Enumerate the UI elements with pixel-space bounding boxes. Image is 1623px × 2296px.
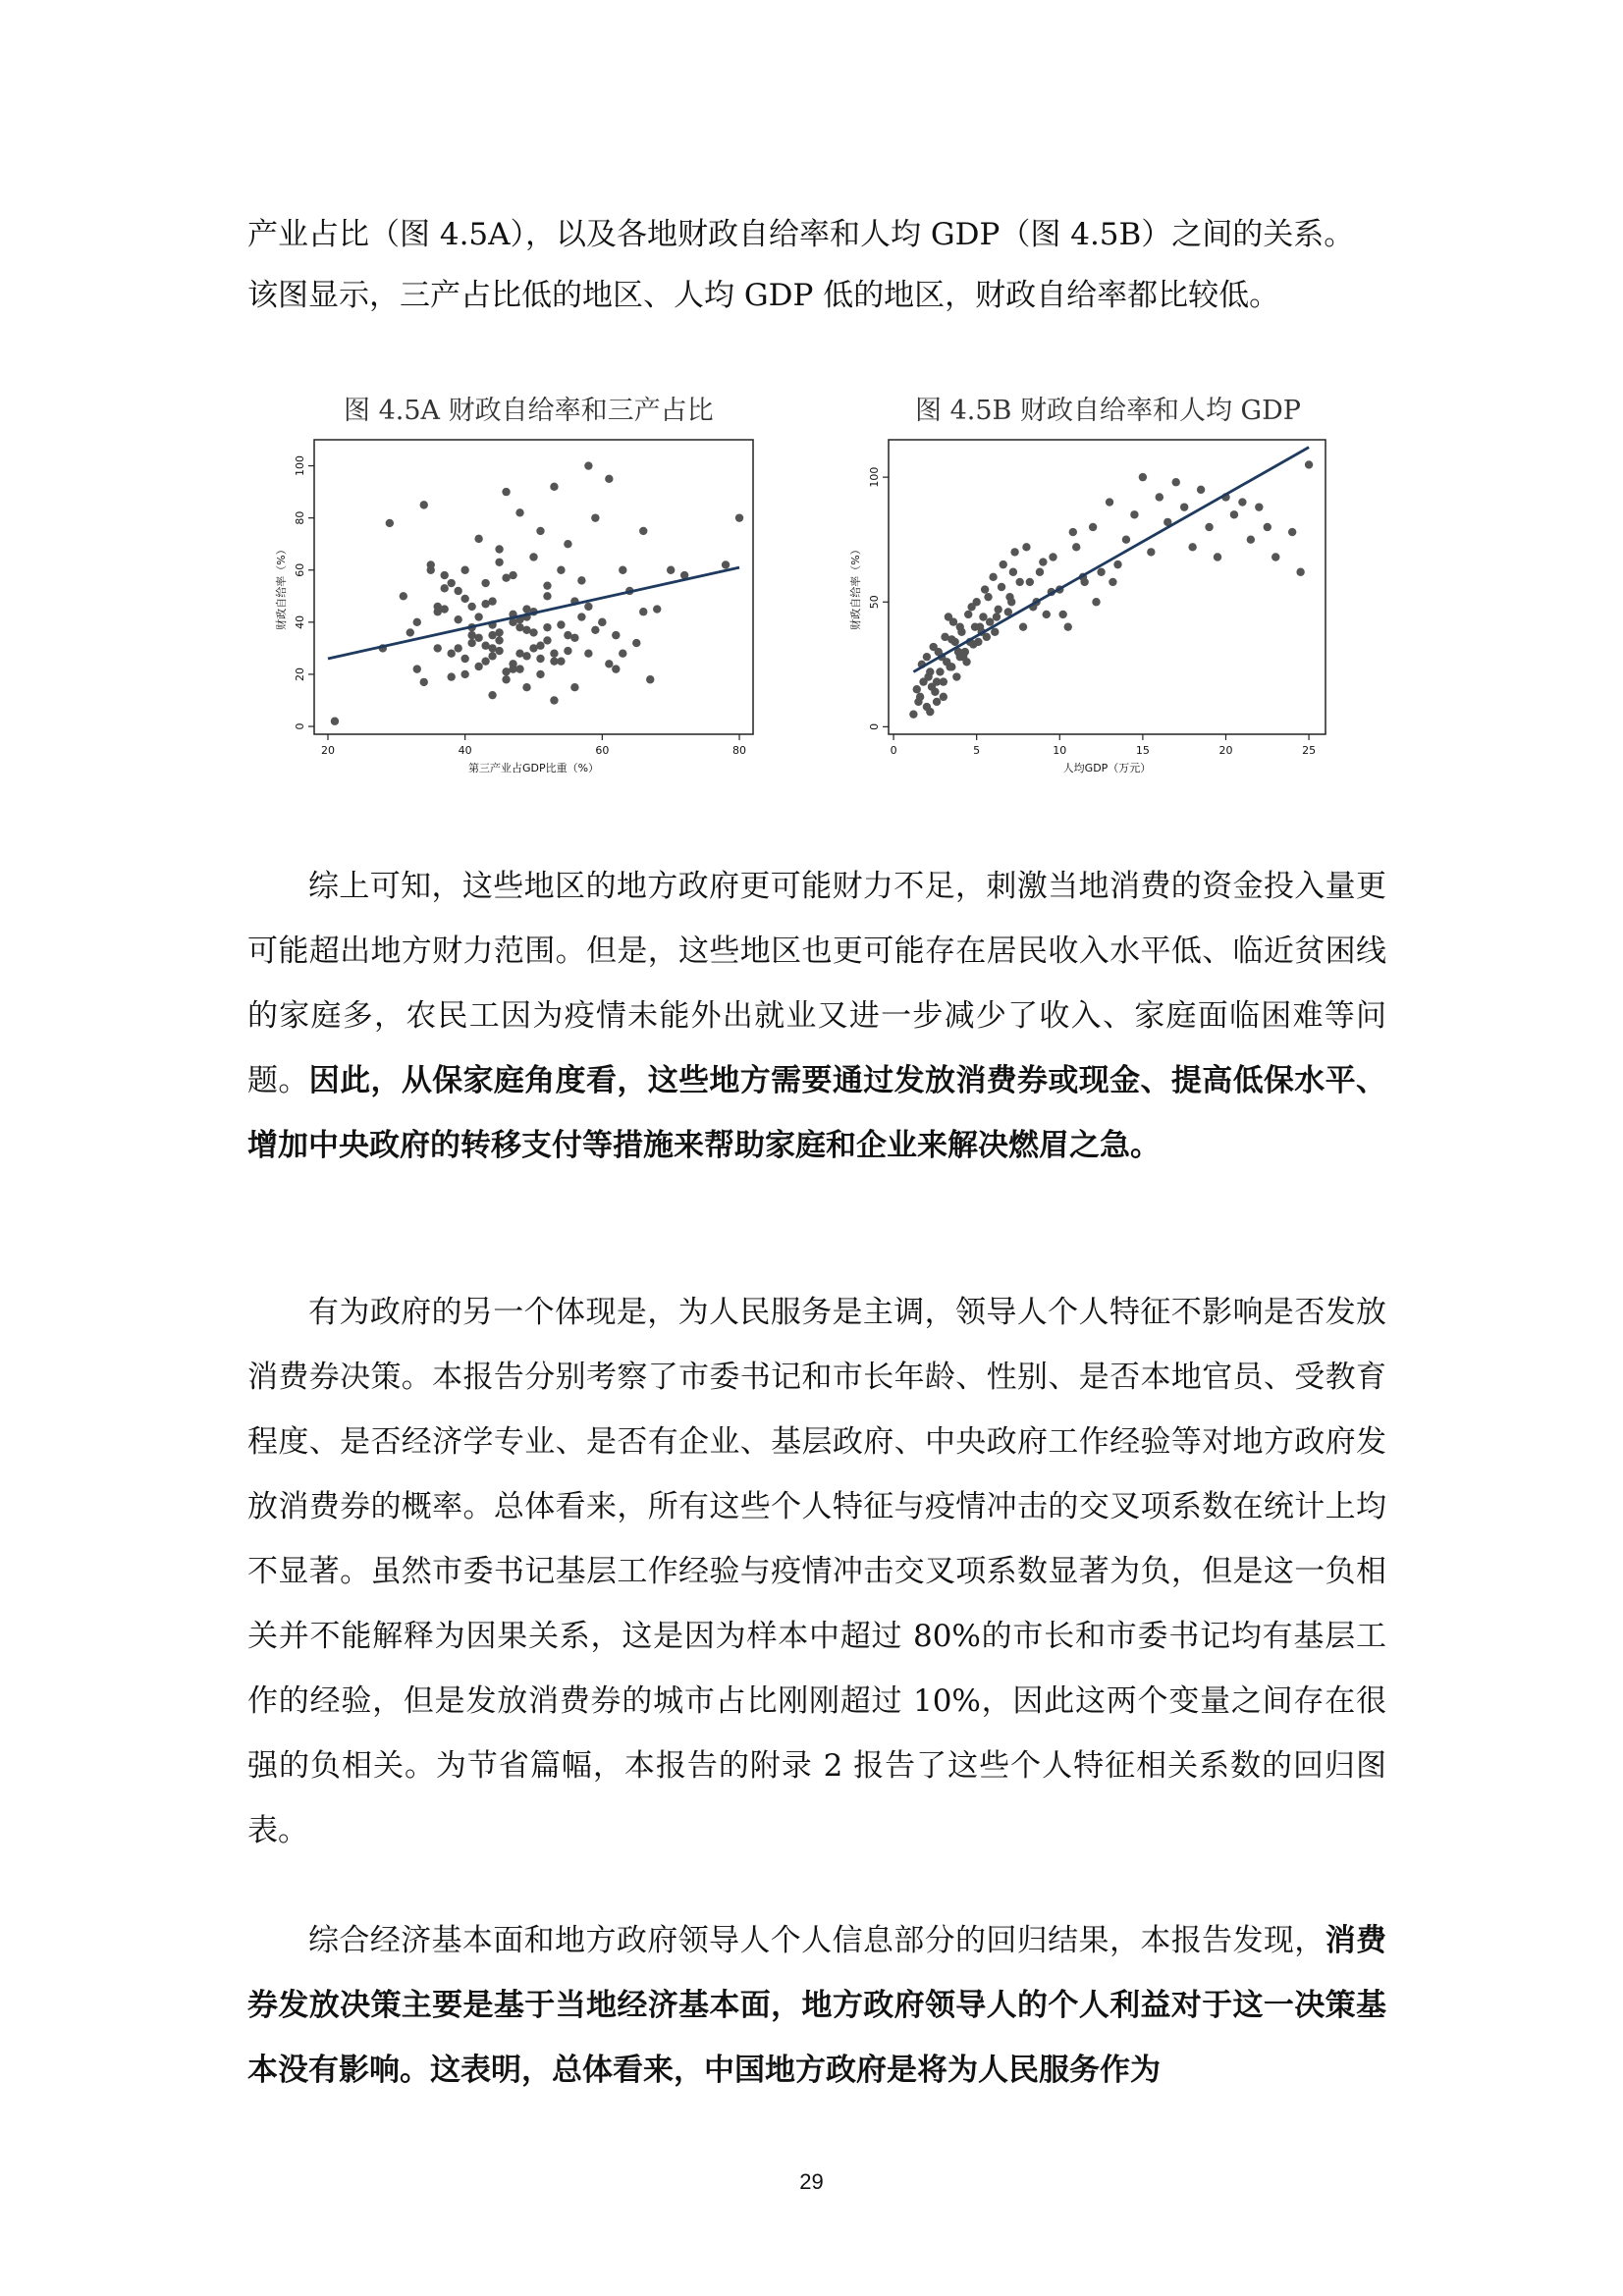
data-point (924, 672, 932, 680)
data-point (570, 634, 578, 642)
data-point (474, 613, 482, 620)
data-point (598, 618, 606, 626)
data-point (495, 628, 503, 636)
data-point (991, 628, 999, 636)
data-point (413, 618, 421, 626)
data-point (1026, 578, 1034, 586)
data-point (1000, 561, 1007, 568)
data-point (1072, 543, 1080, 551)
x-tick-label: 5 (973, 744, 981, 757)
data-point (1172, 478, 1180, 486)
data-point (460, 595, 468, 603)
data-point (967, 603, 975, 611)
y-tick-label: 100 (294, 455, 306, 477)
data-point (1039, 558, 1047, 565)
data-point (550, 696, 558, 704)
data-point (441, 584, 449, 592)
figure-b-chart (844, 432, 1335, 785)
data-point (619, 566, 626, 574)
data-point (667, 566, 675, 574)
data-point (591, 513, 599, 521)
data-point (467, 603, 475, 611)
data-point (913, 685, 921, 693)
data-point (976, 622, 984, 630)
data-point (1019, 622, 1027, 630)
data-point (1113, 561, 1121, 568)
data-point (986, 617, 994, 625)
data-point (420, 501, 428, 508)
data-point (639, 527, 647, 535)
data-point (993, 613, 1001, 620)
data-point (543, 636, 551, 644)
data-point (1058, 611, 1066, 618)
data-point (495, 636, 503, 644)
data-point (1197, 486, 1205, 494)
data-point (1009, 568, 1017, 576)
data-point (1010, 548, 1018, 556)
paragraph-4 (247, 1908, 1386, 2103)
data-point (964, 611, 972, 618)
data-point (653, 605, 661, 613)
x-tick-label: 25 (1302, 744, 1317, 757)
data-point (722, 561, 730, 568)
data-point (1122, 535, 1130, 543)
data-point (1097, 568, 1105, 576)
data-point (1022, 543, 1030, 551)
data-point (1156, 493, 1163, 501)
data-point (515, 508, 523, 516)
x-tick-label: 0 (890, 744, 897, 757)
data-point (481, 579, 489, 587)
data-point (502, 574, 510, 582)
paragraph-2 (247, 854, 1386, 1178)
data-point (983, 633, 991, 641)
data-point (1214, 553, 1221, 561)
data-point (557, 566, 565, 574)
data-point (543, 623, 551, 631)
data-point (612, 665, 620, 672)
paragraph-4-bold-text: 消费券发放决策主要是基于当地经济基本面，地方政府领导人的个人利益对于这一决策基本没有影响。这表明，总体看来，中国地方政府是将为人民服务作为 (247, 1923, 1387, 2088)
data-point (427, 566, 435, 574)
data-point (413, 665, 421, 672)
plot-frame (889, 440, 1325, 734)
paragraph-2-bold-text: 因此，从保家庭角度看，这些地方需要通过发放消费券或现金、提高低保水平、增加中央政府的转移支付等措施来帮助家庭和企业来解决燃眉之急。 (247, 1063, 1387, 1163)
data-point (488, 691, 496, 699)
data-point (557, 620, 565, 628)
data-point (1247, 535, 1255, 543)
data-point (1092, 598, 1100, 606)
data-point (502, 675, 510, 683)
data-point (605, 475, 613, 483)
data-point (1139, 473, 1147, 481)
data-point (454, 644, 461, 652)
data-point (481, 600, 489, 608)
data-point (1089, 523, 1097, 531)
data-point (1106, 498, 1113, 506)
data-point (474, 634, 482, 642)
data-point (735, 513, 743, 521)
data-point (481, 657, 489, 665)
page-number: 29 (799, 2169, 824, 2194)
data-point (933, 698, 941, 706)
data-point (619, 649, 626, 657)
data-point (502, 488, 510, 496)
data-point (950, 638, 958, 646)
data-point (564, 647, 571, 655)
y-tick-label: 60 (294, 562, 306, 577)
data-point (1288, 528, 1296, 536)
data-point (434, 644, 442, 652)
data-point (929, 643, 937, 651)
data-point (536, 527, 544, 535)
data-point (941, 633, 948, 641)
data-point (936, 667, 944, 675)
data-point (447, 649, 455, 657)
data-point (564, 540, 571, 548)
data-point (632, 639, 640, 647)
x-tick-label: 20 (320, 744, 335, 757)
data-point (979, 613, 987, 620)
data-point (460, 655, 468, 663)
x-axis-label: 人均GDP（万元） (1062, 762, 1152, 774)
data-point (1264, 523, 1271, 531)
data-point (529, 553, 537, 561)
intro-line-2: 该图显示，三产占比低的地区、人均 GDP 低的地区，财政自给率都比较低。 (247, 278, 1280, 313)
data-point (1015, 578, 1023, 586)
y-tick-label: 80 (294, 510, 306, 525)
data-point (1255, 503, 1263, 510)
y-tick-label: 100 (868, 466, 881, 488)
data-point (1043, 611, 1051, 618)
plot-frame (314, 440, 753, 734)
data-point (550, 657, 558, 665)
data-point (1188, 543, 1196, 551)
x-tick-label: 10 (1053, 744, 1067, 757)
figure-a-title: 图 4.5A 财政自给率和三产占比 (344, 396, 714, 426)
paragraph-3: 有为政府的另一个体现是，为人民服务是主调，领导人个人特征不影响是否发放消费券决策。本报告分别考察了市委书记和市长年龄、性别、是否本地官员、受教育程度、是否经济学专业、是否有企业、基层政府、中央政府工作经验等对地方政府发放消费券的概率。总体看来，所有这些个人特征与疫情冲击的交叉项系数在统计上均不显著。虽然市委书记基层工作经验与疫情冲击交叉项系数显著为负，但是这一负相关并不能解释为因果关系，这是因为样本中超过 80%的市长和市委书记均有基层工作的经验，但是发放消费券的城市占比刚刚超过 10%，因此这两个变量之间存在很强的负相关。为节省篇幅，本报告的附录 2 报告了这些个人特征相关系数的回归图表。 (247, 1295, 1386, 1848)
y-tick-label: 0 (294, 722, 306, 730)
data-point (916, 693, 924, 701)
data-point (495, 545, 503, 553)
data-point (584, 649, 592, 657)
y-axis-label: 财政自给率（%） (849, 544, 862, 630)
data-point (460, 670, 468, 678)
data-point (928, 682, 936, 690)
data-point (543, 592, 551, 600)
data-point (584, 603, 592, 611)
data-point (522, 683, 530, 691)
data-point (998, 583, 1005, 591)
data-point (1230, 510, 1238, 518)
data-point (447, 579, 455, 587)
data-point (536, 670, 544, 678)
data-point (984, 593, 992, 601)
data-point (1147, 548, 1155, 556)
data-point (550, 649, 558, 657)
data-point (962, 658, 970, 666)
data-point (1271, 553, 1279, 561)
data-point (550, 483, 558, 491)
x-tick-label: 15 (1135, 744, 1150, 757)
data-point (495, 559, 503, 566)
data-point (957, 628, 965, 636)
data-point (909, 710, 917, 718)
figure-b-title: 图 4.5B 财政自给率和人均 GDP (915, 396, 1301, 426)
intro-line-1: 产业占比（图 4.5A），以及各地财政自给率和人均 GDP（图 4.5B）之间的关系。 (247, 217, 1355, 252)
data-point (1238, 498, 1246, 506)
data-point (577, 613, 585, 620)
data-point (522, 652, 530, 660)
data-point (529, 628, 537, 636)
data-point (474, 663, 482, 670)
data-point (591, 626, 599, 634)
data-point (543, 581, 551, 589)
data-point (940, 693, 947, 701)
data-point (488, 644, 496, 652)
y-tick-label: 20 (294, 667, 306, 681)
y-tick-label: 50 (868, 595, 881, 610)
data-point (447, 672, 455, 680)
data-point (1205, 523, 1213, 531)
data-point (1007, 598, 1015, 606)
data-point (536, 655, 544, 663)
data-point (956, 653, 964, 661)
data-point (605, 660, 613, 667)
data-point (536, 642, 544, 650)
data-point (947, 663, 955, 670)
data-point (331, 718, 339, 725)
data-point (1130, 510, 1138, 518)
data-point (923, 653, 931, 661)
data-point (515, 665, 523, 672)
data-point (994, 606, 1001, 614)
y-tick-label: 40 (294, 614, 306, 629)
data-point (945, 613, 952, 620)
x-axis-label: 第三产业占GDP比重（%） (467, 762, 600, 774)
paragraph-2-text: 综上可知，这些地区的地方政府更可能财力不足，刺激当地消费的资金投入量更可能超出地方财力范围。但是，这些地区也更可能存在居民收入水平低、临近贫困线的家庭多，农民工因为疫情未能外出就业又进一步减少了收入、家庭面临困难等问题。 (247, 869, 1386, 1098)
data-point (460, 566, 468, 574)
data-point (1069, 528, 1077, 536)
x-tick-label: 40 (458, 744, 472, 757)
data-point (1180, 503, 1188, 510)
data-point (989, 573, 997, 581)
data-point (467, 639, 475, 647)
data-point (420, 678, 428, 686)
data-point (639, 608, 647, 615)
x-tick-label: 60 (595, 744, 610, 757)
x-tick-label: 20 (1218, 744, 1233, 757)
data-point (488, 652, 496, 660)
data-point (646, 675, 654, 683)
data-point (612, 631, 620, 639)
data-point (509, 660, 516, 667)
paragraph-4-text: 综合经济基本面和地方政府领导人个人信息部分的回归结果，本报告发现， (308, 1923, 1325, 1958)
data-point (952, 672, 960, 680)
data-point (1049, 553, 1056, 561)
data-point (406, 628, 414, 636)
data-point (454, 615, 461, 623)
data-point (584, 461, 592, 469)
data-point (502, 667, 510, 675)
y-axis-label: 财政自给率（%） (275, 544, 288, 630)
data-point (386, 519, 394, 527)
y-tick-label: 0 (868, 722, 881, 730)
data-point (1064, 622, 1072, 630)
x-tick-label: 80 (732, 744, 747, 757)
data-point (577, 576, 585, 584)
data-point (974, 638, 982, 646)
data-point (570, 683, 578, 691)
data-point (454, 587, 461, 595)
data-point (441, 571, 449, 579)
data-point (1036, 568, 1044, 576)
data-point (1109, 578, 1116, 586)
figure-a-chart (270, 432, 766, 785)
data-point (474, 535, 482, 543)
data-point (1296, 568, 1304, 576)
data-point (940, 677, 947, 685)
data-point (1305, 460, 1313, 468)
data-point (400, 592, 407, 600)
data-point (926, 708, 934, 716)
data-point (515, 623, 523, 631)
data-point (434, 603, 442, 611)
data-point (981, 585, 989, 593)
